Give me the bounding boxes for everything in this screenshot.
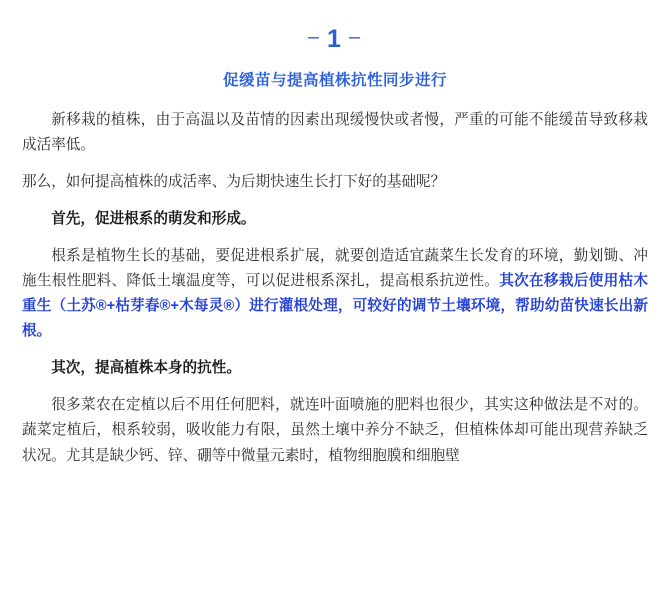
- dash-left-glyph: –: [307, 26, 322, 48]
- paragraph-question: 那么，如何提高植株的成活率、为后期快速生长打下好的基础呢？: [22, 173, 446, 190]
- paragraph-root-system: [22, 244, 648, 344]
- paragraph-nutrition: 很多菜农在定植以后不用任何肥料，就连叶面喷施的肥料也很少，其实这种做法是不对的。蔬菜定植后，根系较弱，吸收能力有限，虽然土壤中养分不缺乏，但植株体却可能出现营养缺乏状况。尤其是缺少钙、锌、硼等中微量元素时，植物细胞膜和细胞壁: [22, 397, 648, 464]
- paragraph-intro: 新移栽的植株，由于高温以及苗情的因素出现缓慢快或者慢，严重的可能不能缓苗导致移栽成活率低。: [22, 111, 648, 153]
- paragraph-subheading-second: 其次，提高植株本身的抗性。: [51, 360, 241, 377]
- paragraph-subheading-first: 首先，促进根系的萌发和形成。: [51, 210, 256, 227]
- section-headline: 促缓苗与提高植株抗性同步进行: [222, 71, 447, 89]
- paragraph-root-system-lead: 根系是植物生长的基础，要促进根系扩展，就要创造适宜蔬菜生长发育的环境，勤划锄、冲施生根性肥料、降低土壤温度等，可以促进根系深扎，提高根系抗逆性。: [22, 247, 648, 289]
- paragraph-root-system-highlight: 其次在移栽后使用枯木重生（土苏®+枯芽春®+木每灵®）进行灌根处理，可较好的调节土壤环境，帮助幼苗快速长出新根。: [22, 272, 648, 340]
- section-number: [22, 26, 648, 54]
- section-number-value: 1: [327, 25, 343, 53]
- dash-right-glyph: –: [348, 26, 363, 48]
